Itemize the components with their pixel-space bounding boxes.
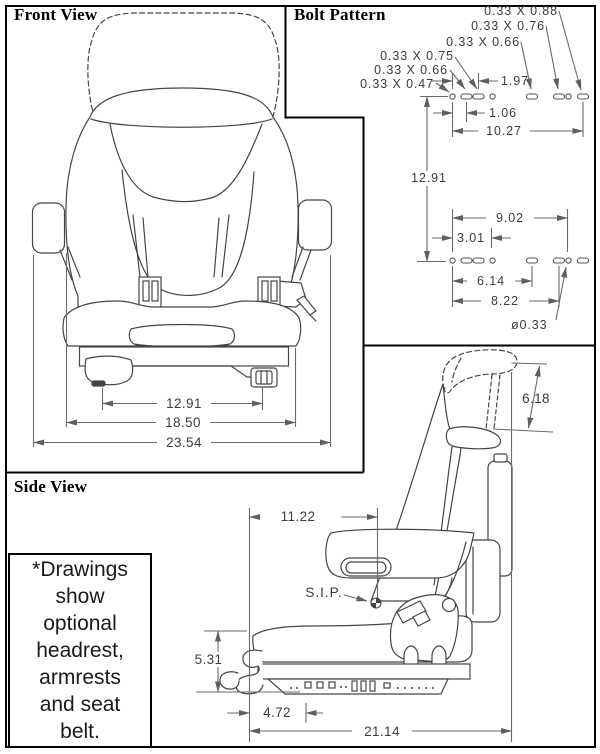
- dim-label-hole-dia: ø0.33: [511, 318, 548, 332]
- note-line: and seat: [39, 693, 121, 716]
- note-line: belt.: [60, 720, 100, 743]
- note-line: *Drawings: [32, 558, 128, 581]
- dim-label-902: 9.02: [486, 211, 534, 226]
- front-view-seat-drawing: [33, 13, 332, 387]
- slot-spec-label: 0.33 X 0.66: [446, 35, 520, 49]
- slot-spec-label: 0.33 X 0.66: [374, 63, 448, 77]
- slot-spec-label: 0.33 X 0.75: [380, 49, 454, 63]
- dim-label-1850: 18.50: [156, 415, 210, 430]
- sip-label: S.I.P.: [305, 585, 343, 600]
- dim-label-1291-front: 12.91: [157, 396, 211, 411]
- note-line: headrest,: [36, 639, 124, 662]
- dim-label-197: 1.97: [501, 74, 529, 88]
- dim-label-614: 6.14: [467, 274, 515, 289]
- dim-label-1027: 10.27: [478, 124, 530, 139]
- bolt-pattern-title: Bolt Pattern: [294, 5, 386, 24]
- slot-spec-label: 0.33 X 0.47: [360, 77, 434, 91]
- side-view-title: Side View: [14, 477, 88, 496]
- slot-spec-label: 0.33 X 0.76: [471, 19, 545, 33]
- dim-label-106: 1.06: [489, 106, 517, 120]
- note-box: [8, 553, 152, 748]
- dim-label-2354: 23.54: [157, 435, 211, 450]
- side-base-platform: [258, 664, 470, 679]
- front-cushion: [63, 301, 301, 346]
- dim-label-1291-bolt: 12.91: [404, 171, 454, 186]
- front-right-armrest: [299, 200, 332, 250]
- note-line: optional: [43, 612, 117, 635]
- front-left-armrest: [33, 203, 65, 253]
- front-left-foot: [85, 356, 133, 385]
- dim-label-1122: 11.22: [280, 509, 316, 524]
- front-belt-strap: [297, 296, 316, 315]
- dim-label-472: 4.72: [263, 705, 291, 720]
- side-headrest-outline: [443, 350, 517, 393]
- front-view-title: Front View: [14, 5, 98, 24]
- dim-label-618: 6.18: [522, 391, 550, 406]
- dim-label-531: 5.31: [184, 652, 233, 667]
- front-foot-pad: [92, 381, 105, 386]
- dim-label-2114: 21.14: [352, 724, 412, 739]
- slot-spec-label: 0.33 X 0.88: [484, 4, 558, 18]
- dim-label-822: 8.22: [481, 294, 529, 309]
- sip-point-marker: [371, 598, 381, 608]
- note-line: show: [55, 585, 105, 608]
- note-line: armrests: [39, 666, 121, 689]
- dim-label-301: 3.01: [457, 231, 485, 245]
